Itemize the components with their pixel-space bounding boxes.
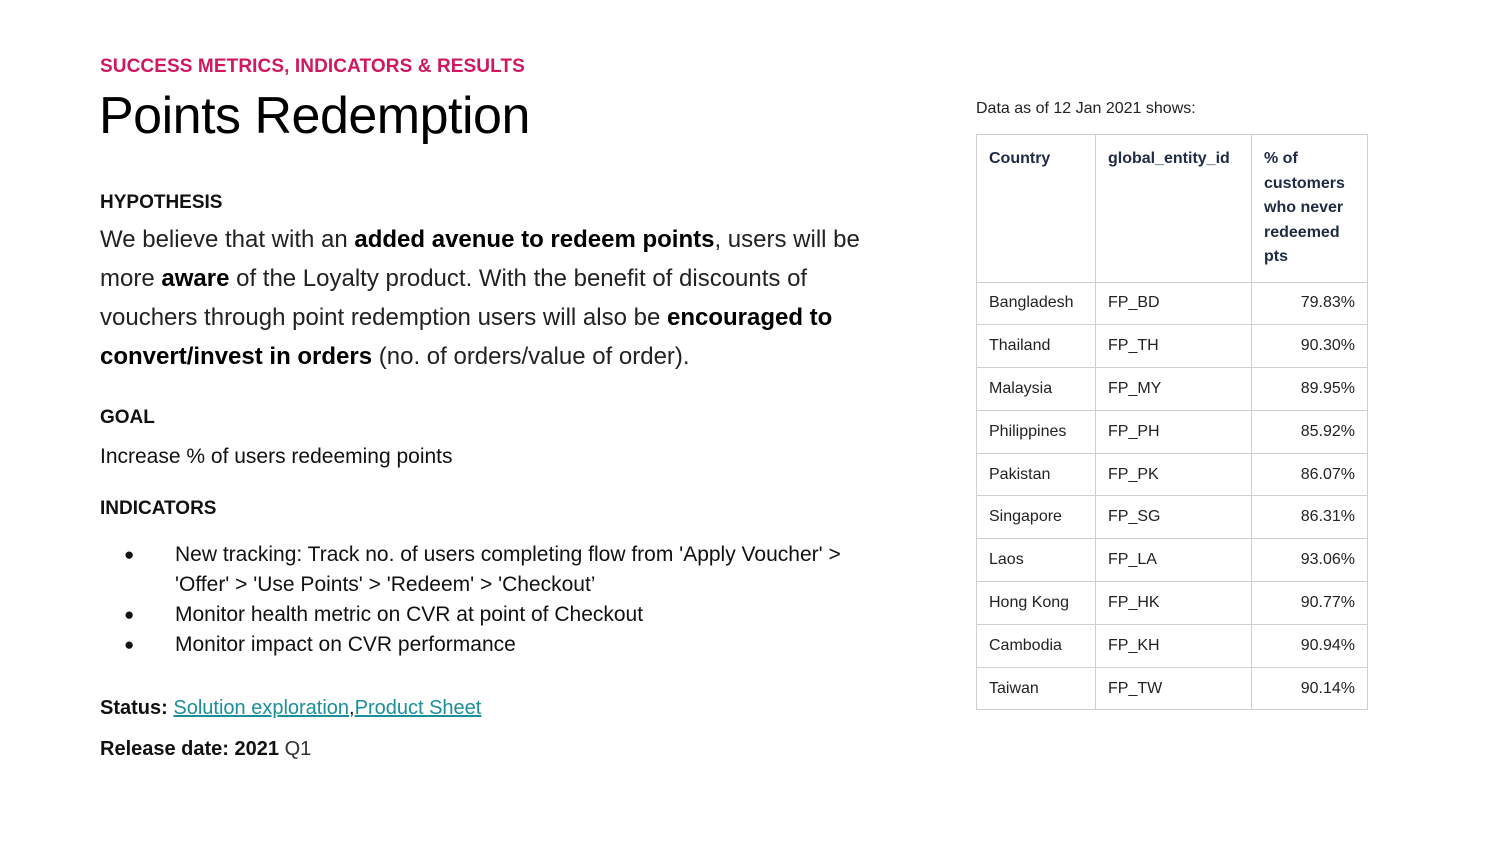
cell-country: Taiwan (977, 667, 1096, 710)
cell-entity-id: FP_LA (1096, 539, 1252, 582)
table-row (977, 410, 1368, 453)
cell-percent: 89.95% (1252, 368, 1368, 411)
column-header-never-redeemed: % of customers who never redeemed pts (1252, 135, 1368, 283)
table-row (977, 282, 1368, 325)
section-eyebrow: SUCCESS METRICS, INDICATORS & RESULTS (100, 56, 525, 77)
hypothesis-heading: HYPOTHESIS (100, 192, 223, 213)
bullet-icon: ● (124, 605, 135, 624)
table-row (977, 325, 1368, 368)
release-quarter: Q1 (279, 738, 312, 760)
cell-percent: 86.31% (1252, 496, 1368, 539)
cell-country: Thailand (977, 325, 1096, 368)
table-row (977, 624, 1368, 667)
column-header-entity-id: global_entity_id (1096, 135, 1252, 283)
cell-country: Cambodia (977, 624, 1096, 667)
cell-percent: 93.06% (1252, 539, 1368, 582)
cell-entity-id: FP_TW (1096, 667, 1252, 710)
indicator-item (100, 600, 900, 630)
solution-exploration-link[interactable]: Solution exploration (173, 697, 350, 719)
hypothesis-emphasis: aware (161, 265, 230, 292)
cell-entity-id: FP_KH (1096, 624, 1252, 667)
cell-percent: 79.83% (1252, 282, 1368, 325)
release-label: Release date: 2021 (100, 738, 280, 760)
cell-country: Singapore (977, 496, 1096, 539)
status-line (100, 697, 481, 720)
indicator-item (100, 540, 900, 600)
release-date (100, 738, 311, 761)
bullet-icon: ● (124, 545, 135, 564)
cell-country: Pakistan (977, 453, 1096, 496)
page-title: Points Redemption (99, 87, 530, 145)
column-header-country: Country (977, 135, 1096, 283)
goal-text: Increase % of users redeeming points (100, 445, 453, 468)
cell-country: Hong Kong (977, 582, 1096, 625)
cell-percent: 90.14% (1252, 667, 1368, 710)
cell-percent: 85.92% (1252, 410, 1368, 453)
table-row (977, 453, 1368, 496)
hypothesis-text-part: of the Loyalty product. With the benefit of discounts of vouchers through point redemption users will also be (100, 265, 808, 331)
cell-percent: 86.07% (1252, 453, 1368, 496)
table-row (977, 667, 1368, 710)
cell-entity-id: FP_HK (1096, 582, 1252, 625)
goal-heading: GOAL (100, 407, 155, 428)
table-header-row (977, 135, 1368, 283)
redemption-table (976, 134, 1368, 710)
cell-country: Bangladesh (977, 282, 1096, 325)
status-separator: , (349, 697, 355, 719)
indicator-item (100, 630, 900, 660)
table-row (977, 368, 1368, 411)
cell-percent: 90.94% (1252, 624, 1368, 667)
hypothesis-emphasis: encouraged to convert/invest in orders (100, 304, 833, 370)
indicator-text: Monitor impact on CVR performance (175, 633, 516, 656)
cell-percent: 90.30% (1252, 325, 1368, 368)
indicator-text: Monitor health metric on CVR at point of Checkout (175, 603, 644, 626)
hypothesis-emphasis: added avenue to redeem points (354, 226, 715, 253)
cell-entity-id: FP_SG (1096, 496, 1252, 539)
indicators-heading: INDICATORS (100, 498, 217, 519)
cell-percent: 90.77% (1252, 582, 1368, 625)
cell-entity-id: FP_BD (1096, 282, 1252, 325)
cell-entity-id: FP_PK (1096, 453, 1252, 496)
cell-entity-id: FP_PH (1096, 410, 1252, 453)
indicators-list (100, 540, 900, 660)
cell-country: Laos (977, 539, 1096, 582)
cell-country: Philippines (977, 410, 1096, 453)
bullet-icon: ● (124, 635, 135, 654)
cell-country: Malaysia (977, 368, 1096, 411)
hypothesis-text-part: , users will be more (100, 226, 860, 292)
table-caption: Data as of 12 Jan 2021 shows: (976, 100, 1196, 117)
table-row (977, 539, 1368, 582)
status-label: Status: (100, 697, 168, 719)
hypothesis-text-part: (no. of orders/value of order). (372, 343, 690, 370)
hypothesis-text (100, 220, 880, 376)
hypothesis-text-part: We believe that with an (100, 226, 355, 253)
indicator-text: New tracking: Track no. of users completing flow from 'Apply Voucher' > 'Offer' > 'Use Points' > 'Redeem' > 'Checkout’ (175, 543, 841, 596)
table-row (977, 496, 1368, 539)
table-row (977, 582, 1368, 625)
cell-entity-id: FP_TH (1096, 325, 1252, 368)
cell-entity-id: FP_MY (1096, 368, 1252, 411)
product-sheet-link[interactable]: Product Sheet (354, 697, 482, 719)
